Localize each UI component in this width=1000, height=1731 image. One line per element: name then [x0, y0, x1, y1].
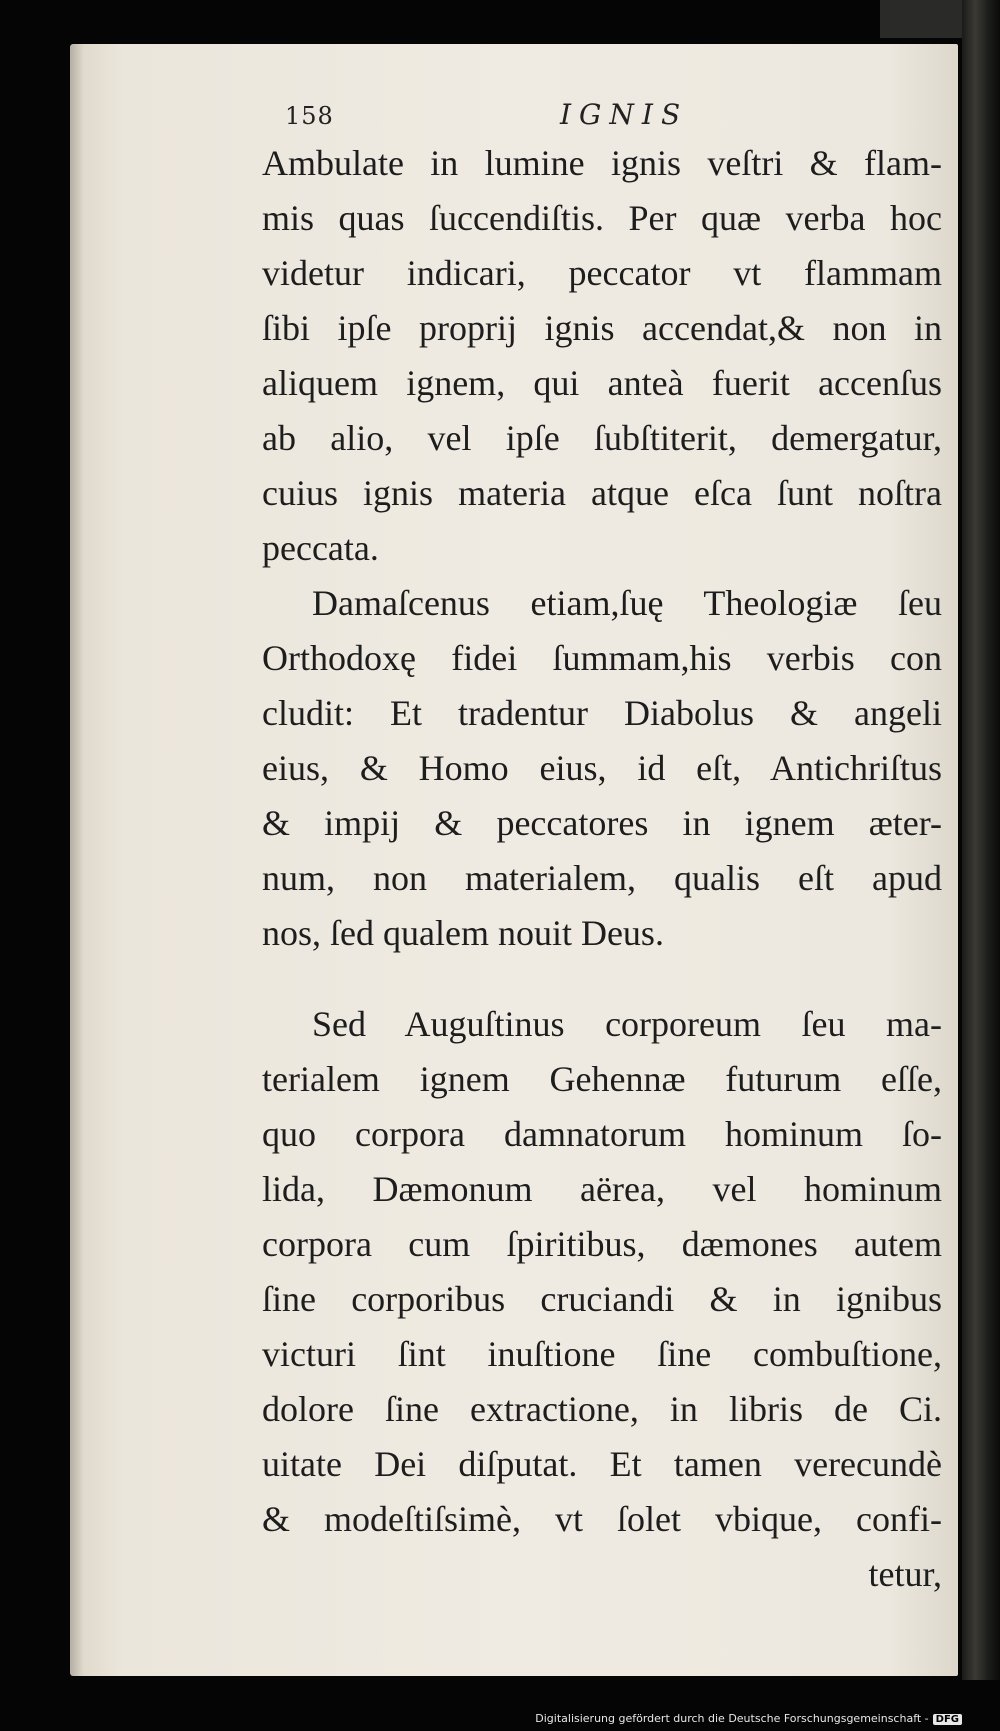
page-number: 158 [285, 102, 334, 130]
text-line: Sed Auguſtinus corporeum ſeu ma- [312, 1004, 942, 1044]
page-text [262, 136, 942, 1602]
text-line: Ambulate in lumine ignis veſtri & flam- [262, 143, 942, 183]
text-line: peccata. [262, 528, 379, 568]
book-edge-right [962, 0, 1000, 1680]
text-line: uitate Dei diſputat. Et tamen verecundè [262, 1444, 942, 1484]
text-line: & modeſtiſsimè, vt ſolet vbique, confi- [262, 1499, 942, 1539]
credit-text: Digitalisierung gefördert durch die Deutsche Forschungsgemeinschaft - [535, 1712, 929, 1725]
text-line: ſibi ipſe proprij ignis accendat,& non in [262, 308, 942, 348]
catchword: tetur, [868, 1554, 942, 1594]
text-line: ab alio, vel ipſe ſubſtiterit, demergatur, [262, 418, 942, 458]
text-line: Damaſcenus etiam,ſuę Theologiæ ſeu [312, 583, 942, 623]
text-line: aliquem ignem, qui anteà fuerit accenſus [262, 363, 942, 403]
text-line: lida, Dæmonum aërea, vel hominum [262, 1169, 942, 1209]
text-line: & impij & peccatores in ignem æter- [262, 803, 942, 843]
text-line: Orthodoxę fidei ſummam,his verbis con [262, 638, 942, 678]
text-line: eius, & Homo eius, id eſt, Antichriſtus [262, 748, 942, 788]
text-line: videtur indicari, peccator vt flammam [262, 253, 942, 293]
text-line: quo corpora damnatorum hominum ſo- [262, 1114, 942, 1154]
page-gutter-shadow [70, 44, 84, 1676]
dfg-logo: DFG [933, 1714, 962, 1725]
text-line: cuius ignis materia atque eſca ſunt noſtra [262, 473, 942, 513]
digitization-credit [535, 1712, 962, 1725]
text-line: victuri ſint inuſtione ſine combuſtione, [262, 1334, 942, 1374]
running-head [0, 98, 1000, 138]
running-title: IGNIS [560, 98, 689, 131]
text-line: dolore ſine extractione, in libris de Ci. [262, 1389, 942, 1429]
text-line: ſine corporibus cruciandi & in ignibus [262, 1279, 942, 1319]
text-line: cludit: Et tradentur Diabolus & angeli [262, 693, 942, 733]
paragraph-gap [262, 961, 942, 997]
text-line: mis quas ſuccendiſtis. Per quæ verba hoc [262, 198, 942, 238]
text-line: num, non materialem, qualis eſt apud [262, 858, 942, 898]
text-line: terialem ignem Gehennæ futurum eſſe, [262, 1059, 942, 1099]
text-line: nos, ſed qualem nouit Deus. [262, 913, 664, 953]
text-line: corpora cum ſpiritibus, dæmones autem [262, 1224, 942, 1264]
